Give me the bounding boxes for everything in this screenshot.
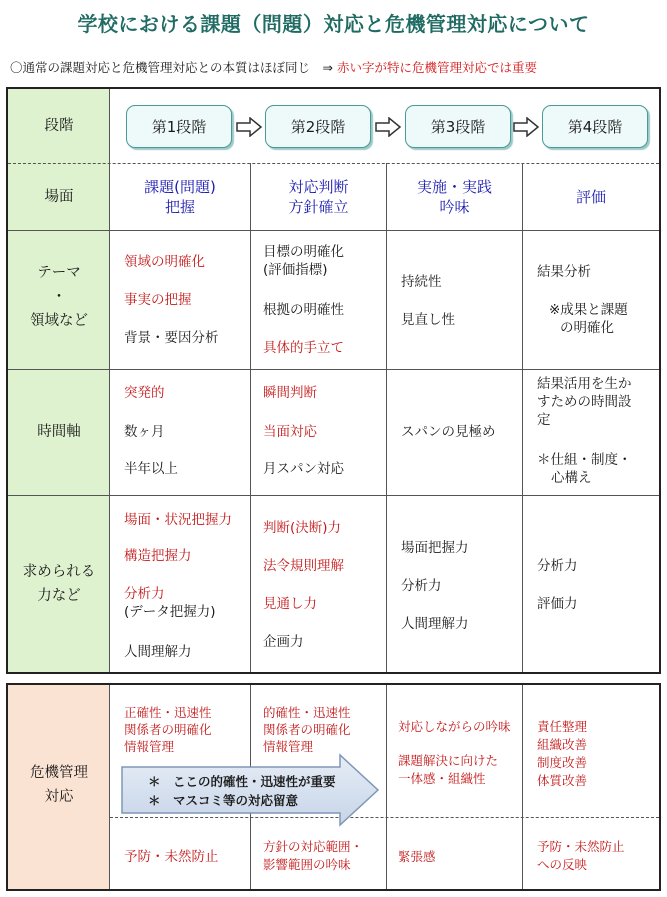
crisis-c4-top: 責任整理 (537, 719, 588, 734)
main-table (6, 87, 661, 674)
time-c4-item: 結果活用を生か (537, 376, 632, 392)
crisis-c4-bottom: 予防・未然防止 (537, 839, 625, 854)
subtitle-prefix: 〇通常の課題対応と危機管理対応との本質はほぼ同じ ⇒ (10, 60, 333, 75)
crisis-c4-top: 組織改善 (537, 737, 588, 752)
row-label-ability: 求められる (22, 564, 96, 580)
divider (386, 685, 387, 889)
row-label-time: 時間軸 (37, 424, 81, 440)
ability-c4-item: 評価力 (537, 596, 578, 612)
crisis-c1-top: 関係者の明確化 (124, 722, 212, 737)
ability-c2-item: 見通し力 (263, 596, 317, 612)
scene-2-line-2: 方針確立 (288, 198, 349, 216)
crisis-c4-bottom: への反映 (537, 857, 588, 872)
time-c2-item: 瞬間判断 (263, 385, 317, 401)
crisis-c4-top: 制度改善 (537, 755, 588, 770)
ability-c2-item: 判断(決断)力 (263, 520, 342, 536)
crisis-c1-top: 正確性・迅速性 (124, 705, 212, 720)
theme-c2-item: 具体的手立て (263, 340, 344, 356)
time-c1-item: 半年以上 (124, 461, 178, 477)
right-arrow-icon (235, 117, 263, 137)
ability-c2-item: 法令規則理解 (263, 558, 344, 574)
crisis-c2-bottom: 影響範囲の吟味 (263, 857, 351, 872)
crisis-c2-top: 情報管理 (263, 739, 314, 754)
subtitle-red-note: 赤い字が特に危機管理対応では重要 (336, 60, 537, 75)
ability-c3-item: 人間理解力 (401, 616, 469, 632)
scene-1-line-2: 把握 (164, 198, 195, 216)
ability-c1-item: (データ把握力) (124, 604, 216, 620)
right-arrow-icon (512, 117, 540, 137)
scene-4-line-1: 評価 (575, 188, 606, 206)
row-label-theme: ・ (51, 289, 67, 305)
time-c3-item: スパンの見極め (401, 424, 496, 440)
ability-c2-item: 企画力 (263, 634, 304, 650)
theme-c1-item: 事実の把握 (124, 292, 192, 308)
crisis-c4-top: 体質改善 (537, 773, 588, 788)
arrow-note-2: ＊ マスコミ等の対応留意 (148, 793, 299, 808)
theme-c2-item: 目標の明確化 (263, 244, 344, 260)
crisis-c3-top: 課題解決に向けた (398, 753, 499, 768)
crisis-c3-bottom: 緊張感 (398, 849, 436, 864)
theme-c4-item: ※成果と課題 (549, 302, 628, 318)
divider (522, 163, 523, 672)
time-c2-item: 月スパン対応 (263, 461, 344, 477)
ability-c3-item: 場面把握力 (401, 540, 469, 556)
stage-box-3: 第3段階 (405, 105, 511, 148)
crisis-c2-top: 関係者の明確化 (263, 722, 351, 737)
row-label-theme: テーマ (37, 265, 81, 281)
scene-3-line-1: 実施・実践 (416, 178, 492, 196)
crisis-c2-top: 的確性・迅速性 (263, 705, 351, 720)
scene-3-line-2: 吟味 (439, 198, 470, 216)
page-title: 学校における課題（問題）対応と危機管理対応について (77, 12, 590, 36)
divider (8, 163, 659, 164)
ability-c1-item: 構造把握力 (124, 548, 192, 564)
theme-c4-item: の明確化 (560, 320, 614, 336)
ability-c1-item: 分析力 (124, 586, 165, 602)
scene-1-line-1: 課題(問題) (144, 178, 216, 196)
divider (522, 685, 523, 889)
theme-c1-item: 背景・要因分析 (124, 330, 219, 346)
theme-c3-item: 見直し性 (401, 312, 455, 328)
ability-c1-item: 場面・状況把握力 (124, 512, 232, 528)
theme-c4-item: 結果分析 (537, 264, 591, 280)
scene-2-line-1: 対応判断 (288, 178, 349, 196)
row-label-crisis: 危機管理 (30, 765, 88, 781)
divider (386, 163, 387, 672)
crisis-c1-top: 情報管理 (124, 739, 175, 754)
divider (8, 369, 659, 370)
subtitle (10, 58, 537, 76)
crisis-c1-bottom: 予防・未然防止 (124, 849, 219, 865)
divider (250, 163, 251, 672)
row-label-theme: 領域など (30, 313, 88, 329)
divider (8, 495, 659, 496)
theme-c1-item: 領域の明確化 (124, 254, 205, 270)
row-label-ability: 力など (37, 588, 81, 604)
right-arrow-icon (374, 117, 402, 137)
time-c4-item: すための時間設 (537, 394, 632, 410)
ability-c3-item: 分析力 (401, 578, 442, 594)
row-label-crisis: 対応 (44, 789, 74, 805)
divider (8, 230, 659, 231)
time-c4-item: 定 (537, 412, 551, 428)
time-c1-item: 数ヶ月 (124, 424, 165, 440)
time-c4-item: 心構え (551, 470, 592, 486)
row-label-stage: 段階 (44, 118, 74, 134)
ability-c1-item: 人間理解力 (124, 644, 192, 660)
arrow-note-1: ＊ ここの的確性・迅速性が重要 (148, 774, 336, 789)
theme-c2-item: 根拠の明確性 (263, 302, 344, 318)
stage-box-1: 第1段階 (126, 105, 232, 148)
row-label-scene: 場面 (44, 189, 74, 205)
crisis-c3-top: 一体感・組織性 (398, 771, 486, 786)
stage-box-2: 第2段階 (265, 105, 371, 148)
crisis-c2-bottom: 方針の対応範囲・ (263, 839, 364, 854)
time-c1-item: 突発的 (124, 385, 165, 401)
time-c2-item: 当面対応 (263, 424, 317, 440)
theme-c3-item: 持続性 (401, 274, 442, 290)
time-c4-item: ＊仕組・制度・ (537, 452, 632, 468)
theme-c2-item: (評価指標) (263, 262, 328, 278)
crisis-c3-top: 対応しながらの吟味 (398, 719, 511, 734)
ability-c4-item: 分析力 (537, 558, 578, 574)
stage-box-4: 第4段階 (542, 105, 648, 148)
